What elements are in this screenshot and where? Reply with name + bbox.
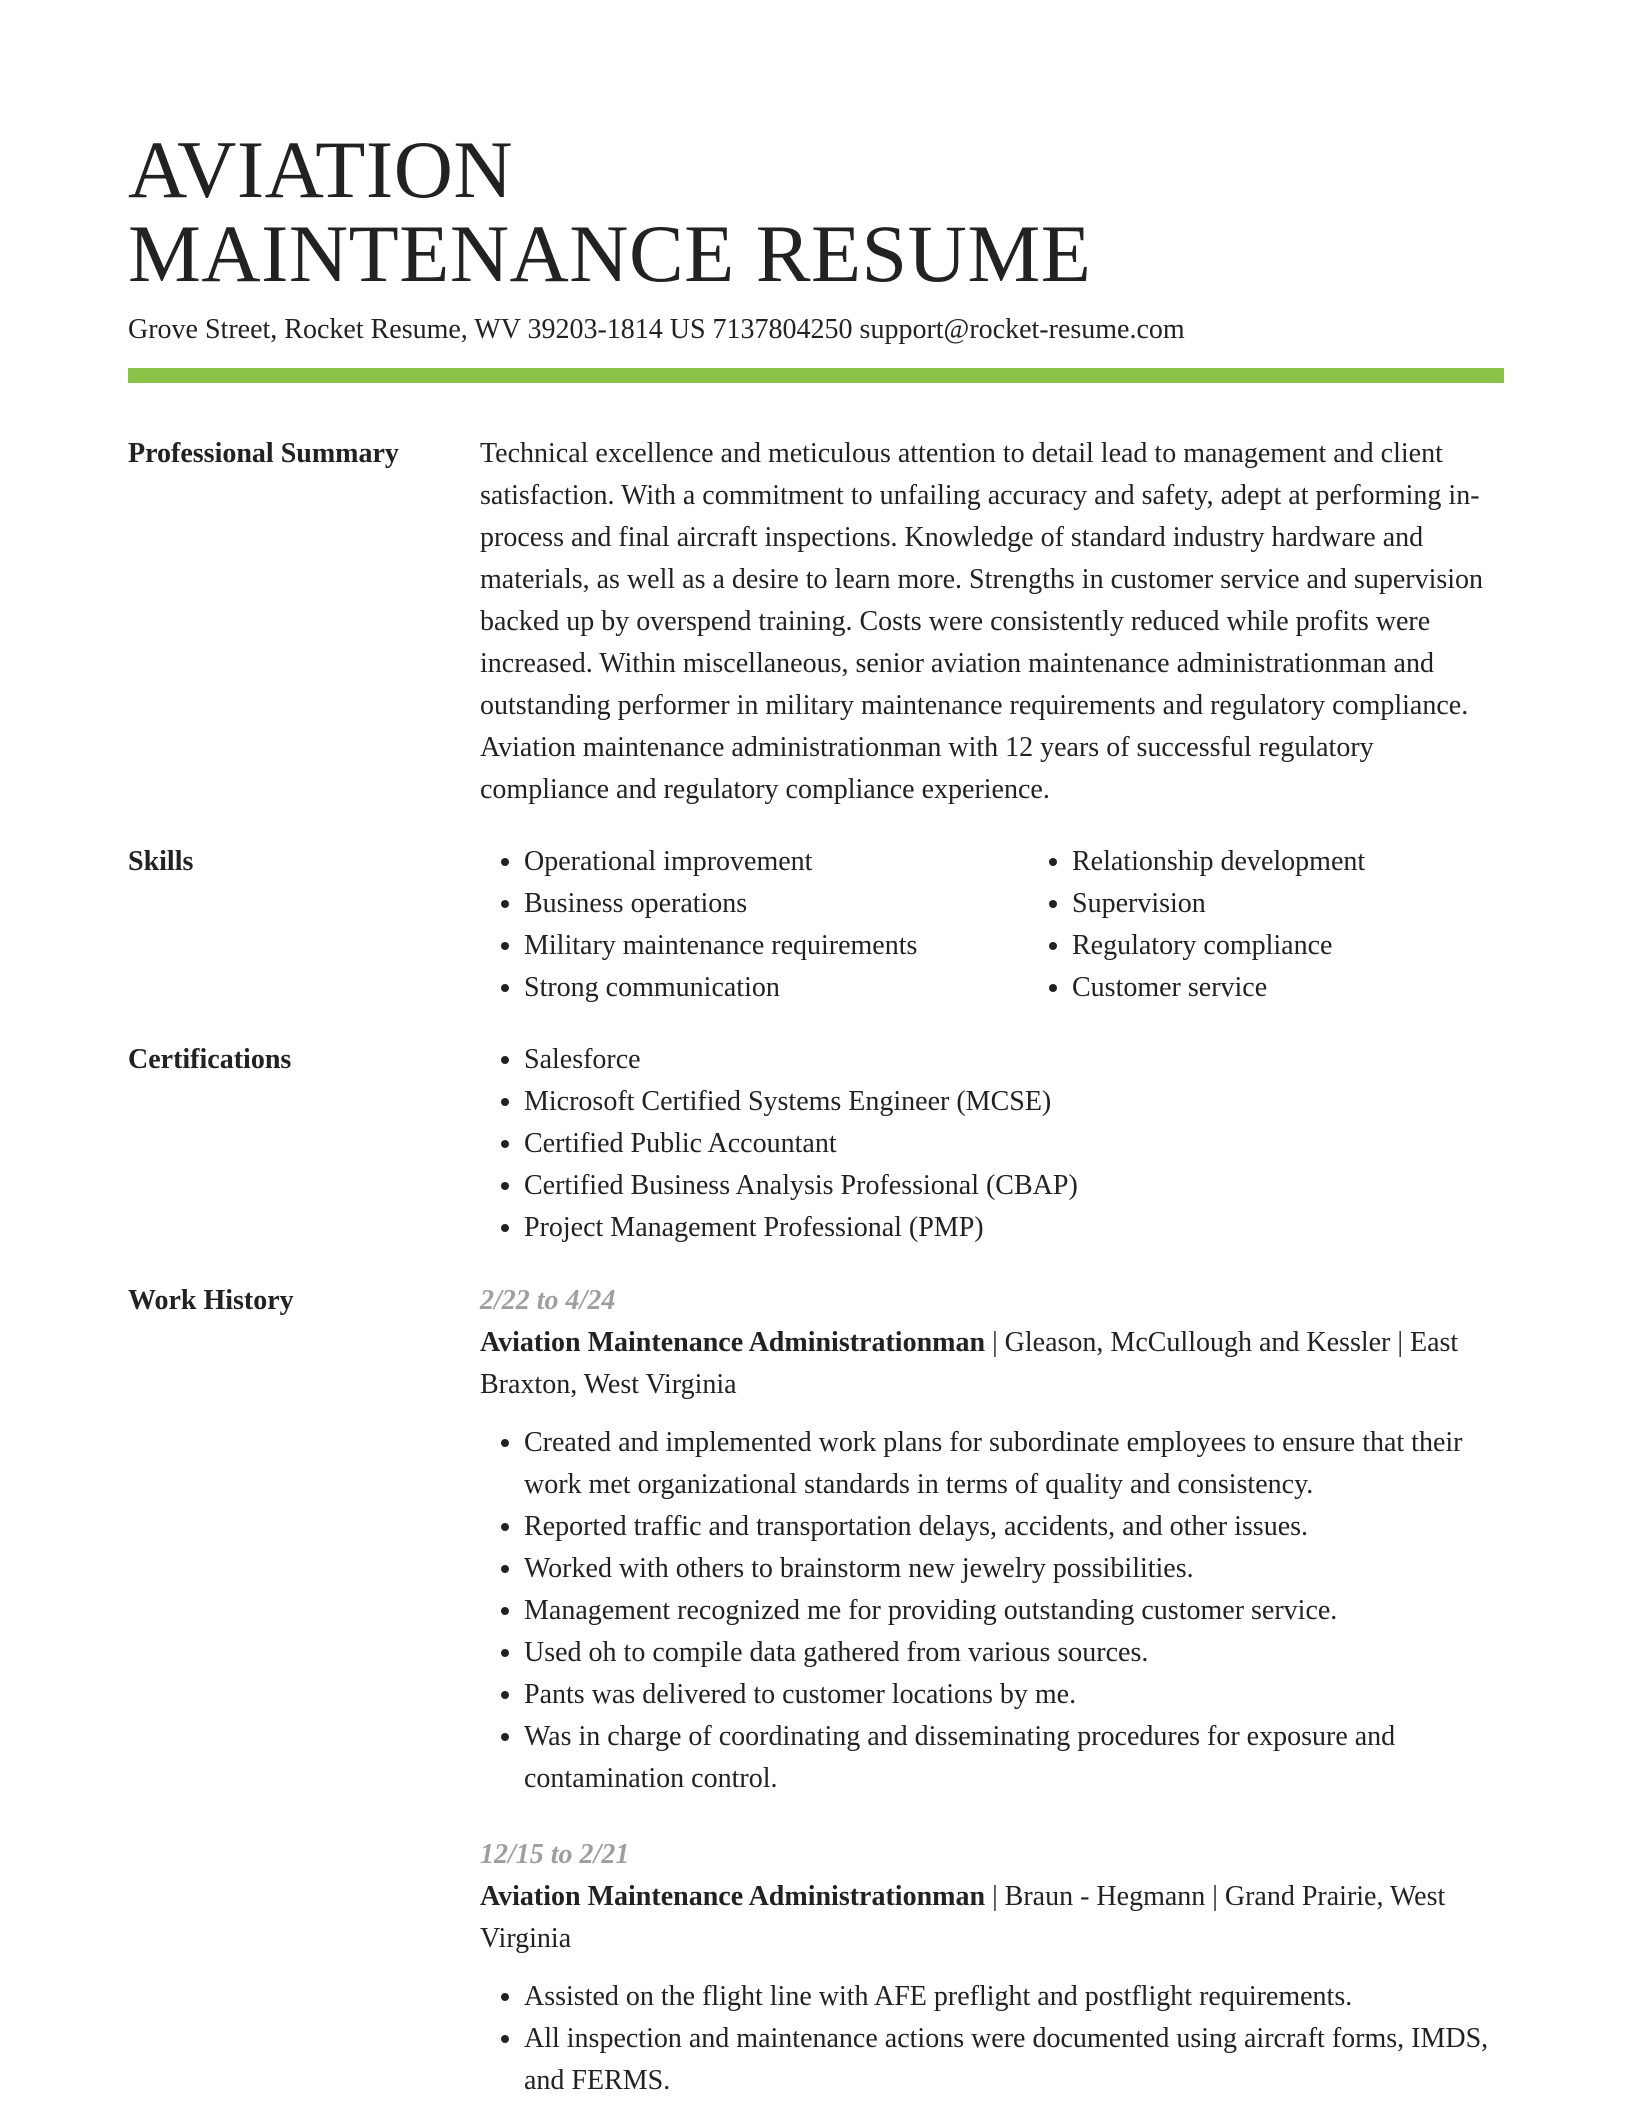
list-item: • Pants was delivered to customer locations by me. xyxy=(524,1674,1504,1716)
list-item: • Certified Public Accountant xyxy=(524,1123,1504,1165)
job-title: Aviation Maintenance Administrationman xyxy=(480,1881,986,1912)
work-history-label: Work History xyxy=(128,1285,294,1316)
job-details: | Braun - Hegmann | Grand Prairie, West Virginia xyxy=(480,1881,1446,1954)
job-entry xyxy=(480,1834,1504,2102)
accent-divider xyxy=(128,368,1504,383)
list-item: • Customer service xyxy=(1072,967,1365,1009)
work-history-section xyxy=(128,1280,1504,2102)
list-item: • Created and implemented work plans for subordinate employees to ensure that their work met organizational standards in terms of quality and consistency. xyxy=(524,1422,1504,1506)
list-item: • Relationship development xyxy=(1072,841,1365,883)
job-details: | Gleason, McCullough and Kessler | East Braxton, West Virginia xyxy=(480,1327,1459,1400)
resume-page xyxy=(128,124,1504,2102)
list-item: • Supervision xyxy=(1072,883,1365,925)
list-item: • Reported traffic and transportation delays, accidents, and other issues. xyxy=(524,1506,1504,1548)
list-item: • Certified Business Analysis Professional (CBAP) xyxy=(524,1165,1504,1207)
job-heading xyxy=(480,1322,1504,1406)
certifications-label: Certifications xyxy=(128,1044,292,1075)
list-item: • Project Management Professional (PMP) xyxy=(524,1207,1504,1249)
contact-info: Grove Street, Rocket Resume, WV 39203-1814 US 7137804250 support@rocket-resume.com xyxy=(128,314,1185,345)
list-item: • Salesforce xyxy=(524,1039,1504,1081)
job-heading xyxy=(480,1876,1504,1960)
list-item: • Management recognized me for providing outstanding customer service. xyxy=(524,1590,1504,1632)
list-item: • Business operations xyxy=(524,883,1028,925)
list-item: • Operational improvement xyxy=(524,841,1028,883)
list-item: • Was in charge of coordinating and disseminating procedures for exposure and contamination control. xyxy=(524,1716,1504,1800)
list-item: • Strong communication xyxy=(524,967,1028,1009)
summary-label: Professional Summary xyxy=(128,438,399,469)
summary-section xyxy=(128,433,1504,811)
list-item: • Worked with others to brainstorm new jewelry possibilities. xyxy=(524,1548,1504,1590)
list-item: • Military maintenance requirements xyxy=(524,925,1028,967)
certifications-section xyxy=(128,1039,1504,1249)
skills-list-col2 xyxy=(1028,841,1365,1009)
job-dates: 12/15 to 2/21 xyxy=(480,1839,630,1870)
list-item: • All inspection and maintenance actions were documented using aircraft forms, IMDS, and FERMS. xyxy=(524,2018,1504,2102)
job-bullets xyxy=(480,1976,1504,2102)
title-line-2: MAINTENANCE RESUME xyxy=(128,208,1092,299)
skills-list-col1 xyxy=(480,841,1028,1009)
list-item: • Microsoft Certified Systems Engineer (MCSE) xyxy=(524,1081,1504,1123)
job-entry xyxy=(480,1280,1504,1800)
job-title: Aviation Maintenance Administrationman xyxy=(480,1327,986,1358)
job-dates: 2/22 to 4/24 xyxy=(480,1285,616,1316)
skills-section xyxy=(128,841,1504,1009)
summary-text: Technical excellence and meticulous attention to detail lead to management and client satisfaction. With a commitment to unfailing accuracy and safety, adept at performing in-process and final aircraft inspections. Knowledge of standard industry hardware and materials, as well as a desire to learn more. Strengths in customer service and supervision backed up by overspend training. Costs were consistently reduced while profits were increased. Within miscellaneous, senior aviation maintenance administrationman and outstanding performer in military maintenance requirements and regulatory compliance. Aviation maintenance administrationman with 12 years of successful regulatory compliance and regulatory compliance experience. xyxy=(480,438,1484,805)
list-item: • Assisted on the flight line with AFE preflight and postflight requirements. xyxy=(524,1976,1504,2018)
job-bullets xyxy=(480,1422,1504,1800)
list-item: • Used oh to compile data gathered from various sources. xyxy=(524,1632,1504,1674)
certifications-list xyxy=(480,1039,1504,1249)
skills-label: Skills xyxy=(128,846,194,877)
list-item: • Regulatory compliance xyxy=(1072,925,1365,967)
resume-title xyxy=(128,124,1504,299)
title-line-1: AVIATION xyxy=(128,124,514,215)
